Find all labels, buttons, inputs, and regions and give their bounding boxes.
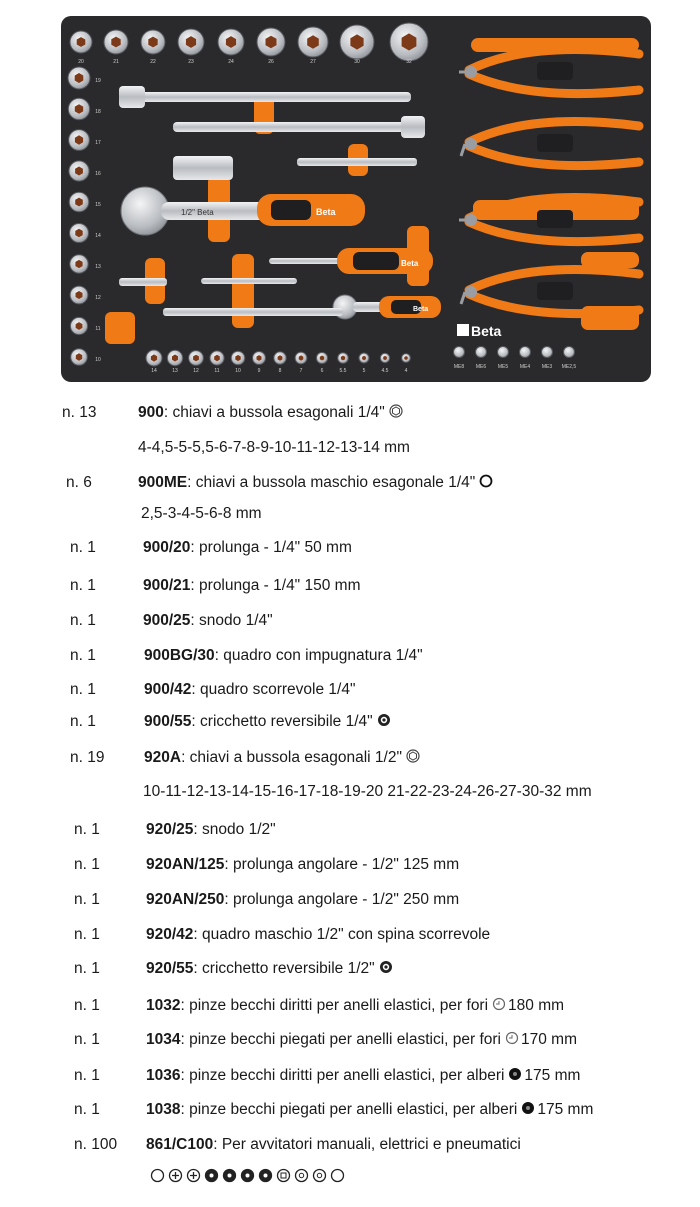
socket-size-label: 11	[214, 368, 220, 374]
item-description	[146, 1132, 521, 1158]
item-description	[144, 677, 355, 703]
item-size: 175 mm	[537, 1101, 594, 1118]
bit-size-label: ME5	[497, 364, 509, 370]
socket-size-label: 12	[193, 368, 199, 374]
hex-socket-icon	[389, 404, 403, 418]
socket-size-label: 30	[354, 59, 360, 65]
item-description	[138, 400, 403, 426]
tool-tray-drawing	[61, 16, 651, 382]
item-size-range: 4-4,5-5-5,5-6-7-8-9-10-11-12-13-14 mm	[138, 439, 410, 456]
item-code: 1034	[146, 1031, 181, 1048]
tamper-torx-bit-icon	[312, 1168, 327, 1183]
item-code: 920AN/250	[146, 891, 225, 908]
universal-joint	[173, 156, 233, 180]
item-code: 920/25	[146, 821, 194, 838]
hex-key-icon	[479, 474, 493, 488]
phillips-bit-icon	[168, 1168, 183, 1183]
svg-text:Beta: Beta	[413, 306, 429, 313]
item-code: 900/20	[143, 539, 191, 556]
hex-bit-icon	[204, 1168, 219, 1183]
socket-size-label: 12	[95, 295, 101, 301]
item-code: 900/42	[144, 681, 192, 698]
item-text: : chiavi a bussola esagonali 1/4"	[163, 404, 385, 421]
tri-wing-bit-icon	[240, 1168, 255, 1183]
ratchet-teeth-icon	[377, 713, 391, 727]
item-code: 1038	[146, 1101, 181, 1118]
item-quantity: n. 1	[70, 539, 96, 556]
extension-half-inch-short	[173, 122, 413, 132]
socket-size-label: 8	[278, 368, 282, 374]
item-quantity: n. 1	[70, 612, 96, 629]
item-text: : prolunga angolare - 1/2" 250 mm	[224, 891, 460, 908]
list-item	[0, 817, 700, 843]
hex-socket-icon	[406, 749, 420, 763]
item-description	[144, 643, 423, 669]
bit-type-icons	[150, 1168, 345, 1186]
item-description	[138, 470, 493, 496]
socket-size-label: 15	[95, 202, 101, 208]
item-text: : snodo 1/4"	[190, 612, 273, 629]
item-code: 920/42	[146, 926, 194, 943]
socket-size-label: 32	[406, 59, 412, 65]
item-code: 861/C100	[146, 1136, 214, 1153]
item-description	[143, 608, 273, 634]
torq-set-bit-icon	[294, 1168, 309, 1183]
item-text: : quadro con impugnatura 1/4"	[214, 647, 423, 664]
item-text: : Per avvitatori manuali, elettrici e pneumatici	[213, 1136, 521, 1153]
tool-tray-image	[61, 16, 651, 382]
item-code: 900/21	[143, 577, 191, 594]
ratchet-teeth-icon	[379, 960, 393, 974]
socket-size-label: 20	[78, 59, 84, 65]
item-quantity: n. 1	[74, 926, 100, 943]
item-quantity: n. 1	[74, 821, 100, 838]
item-code: 920A	[144, 749, 182, 766]
shaft-ring-icon	[508, 1067, 522, 1081]
item-description	[146, 1063, 580, 1089]
item-text: : chiavi a bussola esagonali 1/2"	[181, 749, 402, 766]
item-size: 175 mm	[524, 1067, 581, 1084]
bore-ring-icon	[492, 997, 506, 1011]
list-item	[0, 643, 700, 669]
item-size: 170 mm	[521, 1031, 577, 1048]
bit-size-label: ME8	[453, 364, 465, 370]
list-item	[0, 1063, 700, 1089]
item-quantity: n. 1	[74, 891, 100, 908]
socket-size-label: 11	[95, 326, 101, 332]
item-description	[146, 1027, 577, 1053]
extension-half-inch-long	[131, 92, 411, 102]
item-text: : pinze becchi piegati per anelli elastici, per alberi	[180, 1101, 518, 1118]
item-quantity: n. 13	[62, 404, 97, 421]
item-text: : pinze becchi diritti per anelli elastici, per alberi	[180, 1067, 505, 1084]
list-item	[0, 470, 700, 496]
slotted-bit-icon	[150, 1168, 165, 1183]
socket-size-label: 27	[310, 59, 316, 65]
item-text: : prolunga - 1/4" 50 mm	[190, 539, 352, 556]
bit-size-label: ME3	[541, 364, 553, 370]
item-description	[144, 745, 420, 771]
list-item	[0, 608, 700, 634]
item-text: : chiavi a bussola maschio esagonale 1/4"	[187, 474, 476, 491]
item-text: : prolunga - 1/4" 150 mm	[190, 577, 361, 594]
shaft-ring-icon	[521, 1101, 535, 1115]
item-description	[146, 887, 459, 913]
list-item	[0, 535, 700, 561]
socket-size-label: 10	[95, 357, 101, 363]
item-code: 920AN/125	[146, 856, 225, 873]
item-code: 900/55	[144, 713, 192, 730]
bit-size-label: ME4	[519, 364, 531, 370]
item-quantity: n. 6	[66, 474, 92, 491]
item-text: : pinze becchi diritti per anelli elastici, per fori	[180, 997, 489, 1014]
item-quantity: n. 1	[74, 1031, 100, 1048]
item-text: : cricchetto reversibile 1/2"	[193, 960, 375, 977]
item-size-range: 2,5-3-4-5-6-8 mm	[141, 505, 262, 522]
list-item	[0, 677, 700, 703]
item-code: 1032	[146, 997, 181, 1014]
item-description	[146, 922, 490, 948]
item-description	[146, 852, 459, 878]
item-code: 900ME	[138, 474, 188, 491]
item-code: 900/25	[143, 612, 191, 629]
item-description	[143, 573, 360, 599]
svg-text:Beta: Beta	[316, 207, 336, 217]
bit-size-label: ME2,5	[561, 364, 577, 370]
socket-size-label: 7	[299, 368, 303, 374]
list-item	[0, 993, 700, 1019]
square-bit-icon	[276, 1168, 291, 1183]
spanner-bit-icon	[258, 1168, 273, 1183]
item-description	[146, 993, 564, 1019]
item-code: 920/55	[146, 960, 194, 977]
item-quantity: n. 1	[70, 577, 96, 594]
socket-size-label: 4.5	[381, 368, 389, 374]
bit-size-label: ME6	[475, 364, 487, 370]
socket-size-label: 23	[188, 59, 194, 65]
list-item	[0, 573, 700, 599]
bore-ring-icon	[505, 1031, 519, 1045]
pozidriv-bit-icon	[186, 1168, 201, 1183]
item-quantity: n. 1	[70, 681, 96, 698]
socket-size-label: 13	[95, 264, 101, 270]
socket-size-label: 5	[362, 368, 366, 374]
socket-size-label: 21	[113, 59, 119, 65]
socket-size-label: 4	[404, 368, 408, 374]
extension-quarter-inch	[297, 158, 417, 166]
socket-size-label: 18	[95, 109, 101, 115]
item-description	[146, 817, 276, 843]
list-item	[0, 922, 700, 948]
socket-size-label: 10	[235, 368, 241, 374]
item-quantity: n. 1	[74, 997, 100, 1014]
item-quantity: n. 1	[74, 856, 100, 873]
socket-size-label: 9	[257, 368, 261, 374]
round-bit-icon	[330, 1168, 345, 1183]
item-text: : prolunga angolare - 1/2" 125 mm	[224, 856, 460, 873]
item-quantity: n. 1	[74, 1067, 100, 1084]
item-code: 1036	[146, 1067, 181, 1084]
item-text: : cricchetto reversibile 1/4"	[191, 713, 373, 730]
item-description	[146, 1097, 593, 1123]
item-code: 900BG/30	[144, 647, 215, 664]
item-text: : quadro scorrevole 1/4"	[191, 681, 356, 698]
item-quantity: n. 1	[74, 1101, 100, 1118]
item-text: : quadro maschio 1/2" con spina scorrevole	[193, 926, 491, 943]
list-item	[0, 956, 700, 982]
item-size-range: 10-11-12-13-14-15-16-17-18-19-20 21-22-23-24-26-27-30-32 mm	[143, 783, 592, 800]
list-item	[0, 745, 700, 771]
item-code: 900	[138, 404, 164, 421]
list-item	[0, 709, 700, 735]
list-item	[0, 1132, 700, 1158]
socket-size-label: 6	[320, 368, 324, 374]
item-description	[144, 709, 391, 735]
item-quantity: n. 100	[74, 1136, 118, 1153]
item-description	[143, 535, 352, 561]
svg-text:Beta: Beta	[471, 323, 502, 339]
item-description	[146, 956, 393, 982]
socket-size-label: 14	[95, 233, 101, 239]
list-item	[0, 852, 700, 878]
socket-size-label: 19	[95, 78, 101, 84]
ratchet-quarter-inch	[333, 295, 441, 319]
sliding-t-handle	[119, 86, 145, 108]
item-quantity: n. 1	[70, 647, 96, 664]
socket-size-label: 16	[95, 171, 101, 177]
item-quantity: n. 1	[70, 713, 96, 730]
item-text: : snodo 1/2"	[193, 821, 276, 838]
list-item	[0, 1097, 700, 1123]
item-text: : pinze becchi piegati per anelli elastici, per fori	[180, 1031, 501, 1048]
socket-size-label: 5.5	[339, 368, 347, 374]
sliding-bar	[163, 308, 343, 316]
socket-size-label: 26	[268, 59, 274, 65]
svg-text:1/2" Beta: 1/2" Beta	[181, 208, 214, 217]
socket-size-label: 17	[95, 140, 101, 146]
item-quantity: n. 1	[74, 960, 100, 977]
socket-size-label: 14	[151, 368, 157, 374]
item-quantity: n. 19	[70, 749, 105, 766]
list-item	[0, 400, 700, 426]
torx-bit-icon	[222, 1168, 237, 1183]
socket-size-label: 24	[228, 59, 234, 65]
item-size: 180 mm	[508, 997, 565, 1014]
list-item	[0, 887, 700, 913]
list-item	[0, 1027, 700, 1053]
socket-size-label: 13	[172, 368, 178, 374]
svg-text:Beta: Beta	[401, 259, 419, 268]
socket-size-label: 22	[150, 59, 156, 65]
